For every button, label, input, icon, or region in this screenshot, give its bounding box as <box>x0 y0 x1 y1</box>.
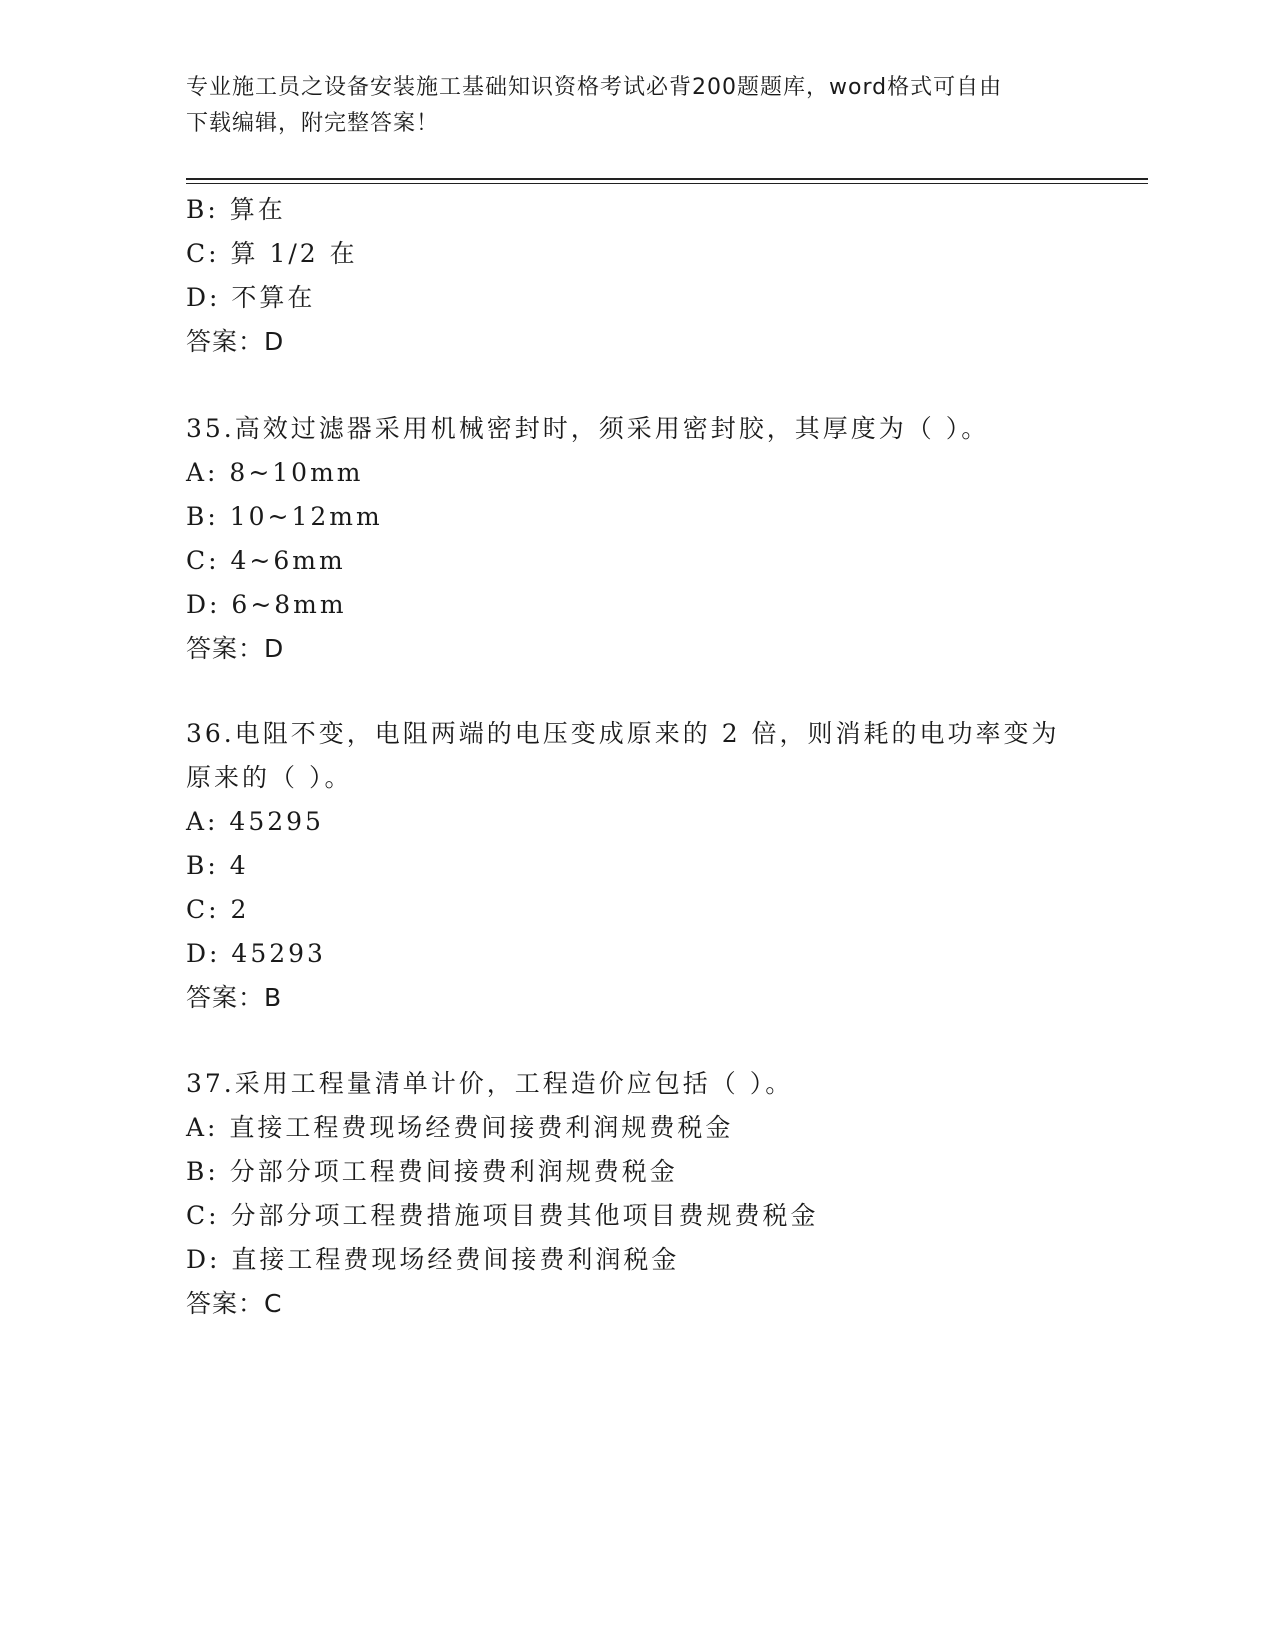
q36-option-d: D: 45293 <box>186 939 326 968</box>
q36-answer: 答案：B <box>186 983 283 1012</box>
header-line-1: 专业施工员之设备安装施工基础知识资格考试必背200题题库，word格式可自由 <box>186 75 1003 100</box>
q34-answer: 答案：D <box>186 327 285 356</box>
q37-option-b: B: 分部分项工程费间接费利润规费税金 <box>186 1157 678 1186</box>
header-line-2: 下载编辑，附完整答案！ <box>186 111 440 136</box>
q35-option-a: A: 8~10mm <box>186 458 364 487</box>
q34-option-b: B: 算在 <box>186 195 286 224</box>
q35-option-d: D: 6~8mm <box>186 590 347 619</box>
q34-option-c: C: 算 1/2 在 <box>186 239 358 268</box>
q37-question: 37.采用工程量清单计价，工程造价应包括（ ）。 <box>186 1069 794 1098</box>
header-divider-thin <box>186 183 1148 184</box>
document-header <box>186 70 1086 142</box>
q36-option-b: B: 4 <box>186 851 249 880</box>
q34-option-d: D: 不算在 <box>186 283 316 312</box>
q35-option-c: C: 4~6mm <box>186 546 346 575</box>
q37-answer: 答案：C <box>186 1289 283 1318</box>
q35-question: 35.高效过滤器采用机械密封时，须采用密封胶，其厚度为（ ）。 <box>186 414 990 443</box>
header-divider-thick <box>186 178 1148 180</box>
q36-option-c: C: 2 <box>186 895 250 924</box>
q35-option-b: B: 10~12mm <box>186 502 383 531</box>
q35-answer: 答案：D <box>186 634 285 663</box>
q36-question-line-2: 原来的（ ）。 <box>186 763 353 792</box>
q37-option-c: C: 分部分项工程费措施项目费其他项目费规费税金 <box>186 1201 819 1230</box>
q36-question-line-1: 36.电阻不变，电阻两端的电压变成原来的 2 倍，则消耗的电功率变为 <box>186 719 1060 748</box>
q37-option-a: A: 直接工程费现场经费间接费利润规费税金 <box>186 1113 734 1142</box>
q37-option-d: D: 直接工程费现场经费间接费利润税金 <box>186 1245 680 1274</box>
q36-option-a: A: 45295 <box>186 807 324 836</box>
